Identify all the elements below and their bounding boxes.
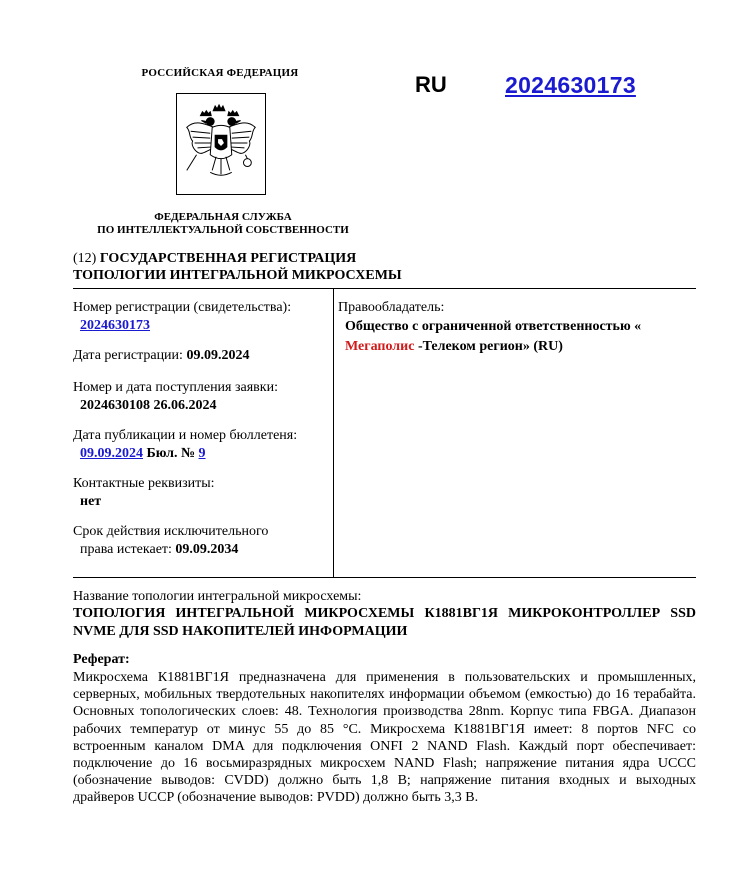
contacts-value: нет — [80, 494, 102, 509]
holder-name-highlight: Мегаполис — [345, 339, 415, 354]
abstract-text: Микросхема К1881ВГ1Я предназначена для применения в пользовательских и промышленных, серверных, мобильных твердотельных накопителях информации объемом (емкостью) до 16 терабайта. Основных топологических слоев: 48. Технология производства 28nm. Корпус типа FBGA. Диапазон рабочих температур от минус 55 до 85 °С. Микросхема К1881ВГ1Я имеет: 8 портов NFC со встроенным каналом DMA для подключения ONFI 2 NAND Flash. Каждый порт обеспечивает: подключение до 16 восьмиразрядных микросхем NAND Flash; напряжение питания ядра UCCC (обозначение выводов: CVDD) должно быть 1,8 В; напряжение питания входных и выходных драйверов UCCP (обозначение выводов: PVDD) должно быть 3,3 В. — [73, 670, 696, 806]
agency-line-2: ПО ИНТЕЛЛЕКТУАЛЬНОЙ СОБСТВЕННОСТИ — [97, 224, 349, 236]
title-code: (12) — [73, 251, 97, 266]
contacts-field — [73, 475, 328, 511]
document-title — [73, 250, 402, 284]
russian-coat-of-arms-icon — [176, 93, 266, 195]
bulletin-label: Бюл. № — [146, 446, 196, 461]
topology-name: ТОПОЛОГИЯ ИНТЕГРАЛЬНОЙ МИКРОСХЕМЫ К1881ВГ1Я МИКРОКОНТРОЛЛЕР SSD NVME ДЛЯ SSD НАКОПИТЕЛЕЙ ИНФОРМАЦИИ — [73, 606, 696, 639]
application-value: 2024630108 26.06.2024 — [80, 398, 217, 413]
registration-number-label: Номер регистрации (свидетельства): — [73, 300, 292, 315]
contacts-label: Контактные реквизиты: — [73, 476, 215, 491]
divider-vertical — [333, 289, 334, 577]
publication-field — [73, 427, 328, 463]
registration-date-field — [73, 347, 328, 365]
bulletin-number-link[interactable]: 9 — [198, 446, 206, 461]
registration-number-link[interactable]: 2024630173 — [80, 318, 150, 333]
divider-top — [73, 288, 696, 289]
registration-number-field — [73, 299, 328, 335]
expiry-label-line-1: Срок действия исключительного — [73, 524, 269, 539]
publication-label: Дата публикации и номер бюллетеня: — [73, 428, 298, 443]
holder-name — [338, 317, 693, 357]
country-code: RU — [415, 72, 447, 97]
title-line-2: ТОПОЛОГИИ ИНТЕГРАЛЬНОЙ МИКРОСХЕМЫ — [73, 268, 402, 283]
registration-date-value: 09.09.2024 — [186, 348, 250, 363]
title-line-1: ГОСУДАРСТВЕННАЯ РЕГИСТРАЦИЯ — [99, 251, 357, 266]
divider-bottom — [73, 577, 696, 578]
application-label: Номер и дата поступления заявки: — [73, 380, 278, 395]
document-number-link[interactable]: 2024630173 — [505, 72, 636, 98]
agency-line-1: ФЕДЕРАЛЬНАЯ СЛУЖБА — [154, 211, 292, 223]
holder-details — [338, 299, 693, 357]
expiry-field — [73, 523, 328, 559]
holder-label: Правообладатель: — [338, 300, 445, 315]
agency-heading — [60, 211, 386, 237]
holder-name-part-1: Общество с ограниченной ответственностью « — [345, 319, 642, 334]
topology-label: Название топологии интегральной микросхемы: — [73, 589, 362, 604]
registration-details — [73, 299, 328, 571]
expiry-label-line-2: права истекает: — [80, 542, 172, 557]
country-heading: РОССИЙСКАЯ ФЕДЕРАЦИЯ — [141, 67, 299, 79]
registration-date-label: Дата регистрации: — [73, 348, 183, 363]
abstract-heading: Реферат: — [73, 652, 130, 667]
expiry-value: 09.09.2034 — [175, 542, 239, 557]
publication-date-link[interactable]: 09.09.2024 — [80, 446, 143, 461]
holder-name-part-2: -Телеком регион» (RU) — [417, 339, 563, 354]
application-field — [73, 379, 328, 415]
